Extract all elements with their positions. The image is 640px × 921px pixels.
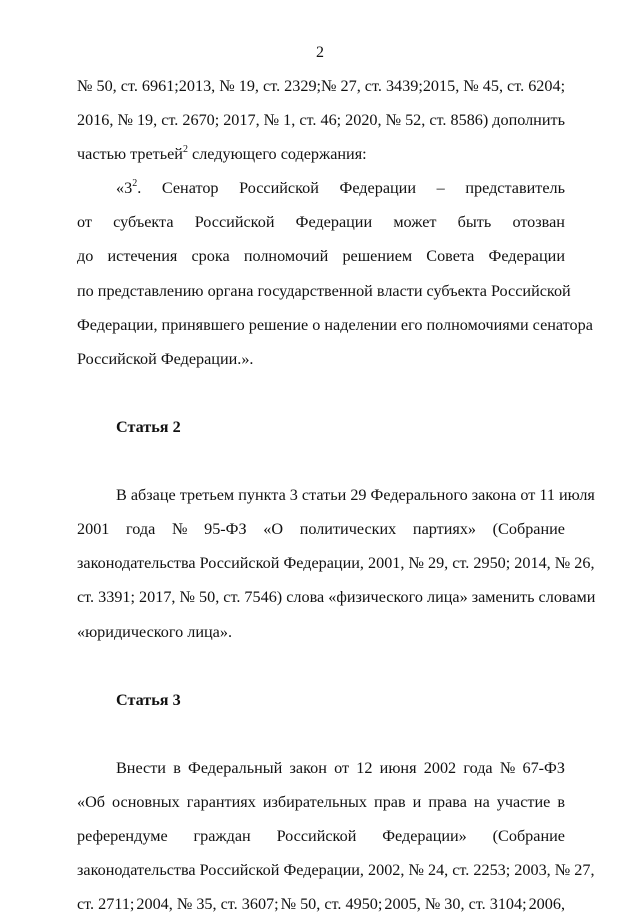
word: 2004, № 35, ст. 3607; xyxy=(136,895,279,914)
word: 95-ФЗ xyxy=(204,520,247,539)
quote-open: «3 xyxy=(116,179,133,198)
text-line-7: по представлению органа государственной власти субъекта Российской xyxy=(77,281,571,300)
word: № 27, ст. 3439; xyxy=(321,77,423,95)
word: июня xyxy=(379,758,417,777)
word: (Собрание xyxy=(492,520,565,539)
word: Внести xyxy=(116,758,166,777)
word: основных xyxy=(112,792,180,811)
word: 2005, № 30, ст. 3104; xyxy=(384,895,527,914)
word: 67-ФЗ xyxy=(522,758,565,777)
spacer xyxy=(77,444,565,478)
word: отозван xyxy=(512,213,565,232)
word: Федерации xyxy=(339,179,416,198)
text-line-14: «юридического лица». xyxy=(77,622,232,641)
word: граждан xyxy=(193,827,251,846)
word: представитель xyxy=(465,179,565,198)
word: субъекта xyxy=(113,213,174,232)
page-number: 2 xyxy=(316,44,324,61)
word: – xyxy=(436,179,445,198)
word: Российской xyxy=(239,179,319,198)
word: Федерации xyxy=(488,247,565,266)
word: 2013, № 19, ст. 2329; xyxy=(178,77,322,95)
word: партиях» xyxy=(412,520,477,539)
text-line-2 xyxy=(77,103,565,137)
text-line-6 xyxy=(77,239,565,273)
word: полномочий xyxy=(243,247,329,266)
word: ст. 2711; xyxy=(77,895,135,914)
period: . xyxy=(137,179,142,198)
text-line-11 xyxy=(77,512,565,546)
word: быть xyxy=(457,213,492,232)
word: в xyxy=(557,792,565,811)
word: Российской xyxy=(276,827,357,846)
word: закон xyxy=(289,758,327,777)
word: до xyxy=(77,247,94,266)
word: Совета xyxy=(426,247,475,266)
superscript: 2 xyxy=(182,144,188,156)
word: № xyxy=(171,520,188,539)
superscript: 2 xyxy=(132,178,138,190)
text-line-9: Российской Федерации.». xyxy=(77,349,254,368)
text-line-16 xyxy=(77,785,565,819)
word: № xyxy=(499,758,516,777)
word: № 50, ст. 4950; xyxy=(280,895,383,914)
text-line-10: В абзаце третьем пункта 3 статьи 29 Федерального закона от 11 июля xyxy=(116,486,595,505)
word: участие xyxy=(496,792,551,811)
word: Федерации xyxy=(295,213,373,232)
spacer xyxy=(77,649,565,683)
article-2-heading: Статья 2 xyxy=(116,417,181,436)
word: права xyxy=(428,792,467,811)
document-body xyxy=(77,69,596,921)
text-line-8: Федерации, принявшего решение о наделении его полномочиями сенатора xyxy=(77,315,593,334)
word: 2006, xyxy=(528,895,565,914)
word: 2020, № 52, ст. 8586) xyxy=(345,111,489,130)
word: 2016, № 19, ст. 2670; xyxy=(77,111,220,130)
word: от xyxy=(77,213,92,232)
word: политических xyxy=(299,520,397,539)
word: Федеральный xyxy=(188,758,283,777)
word: гарантиях xyxy=(186,792,256,811)
spacer xyxy=(77,376,565,410)
text-line-3 xyxy=(77,137,565,171)
word: срока xyxy=(191,247,230,266)
word: года xyxy=(126,520,156,539)
word: (Собрание xyxy=(492,827,565,846)
text-line-1 xyxy=(77,69,565,103)
word: дополнить xyxy=(492,111,565,130)
text-line-12: законодательства Российской Федерации, 2001, № 29, ст. 2950; 2014, № 26, xyxy=(77,554,595,573)
text-line-19 xyxy=(77,887,565,921)
word: истечения xyxy=(107,247,178,266)
word: 2001 xyxy=(77,520,110,539)
word: Российской xyxy=(194,213,275,232)
spacer xyxy=(77,717,565,751)
word: избирательных xyxy=(262,792,368,811)
text-line-13: ст. 3391; 2017, № 50, ст. 7546) слова «физического лица» заменить словами xyxy=(77,588,596,607)
word: может xyxy=(393,213,437,232)
word: Сенатор xyxy=(161,179,219,198)
text-line-15 xyxy=(77,751,565,785)
text-line-18: законодательства Российской Федерации, 2002, № 24, ст. 2253; 2003, № 27, xyxy=(77,861,595,880)
word: Федерации» xyxy=(382,827,467,846)
word: «О xyxy=(263,520,284,539)
word xyxy=(116,171,141,205)
word: года xyxy=(463,758,493,777)
quoted-paragraph-start xyxy=(77,171,565,205)
word: решением xyxy=(342,247,413,266)
word: 12 xyxy=(356,758,373,777)
text-fragment: частью третьей xyxy=(77,145,183,164)
word: референдуме xyxy=(77,827,168,846)
article-3-heading: Статья 3 xyxy=(116,690,181,709)
word: № 50, ст. 6961; xyxy=(77,77,179,95)
text-line-5 xyxy=(77,205,565,239)
word: на xyxy=(473,792,490,811)
word: 2002 xyxy=(423,758,457,777)
word: и xyxy=(412,792,422,811)
word: от xyxy=(334,758,350,777)
word: прав xyxy=(374,792,406,811)
word: в xyxy=(173,758,181,777)
word: «Об xyxy=(77,792,106,811)
text-line-17 xyxy=(77,819,565,853)
text-fragment: следующего содержания: xyxy=(187,145,367,164)
word: 2015, № 45, ст. 6204; xyxy=(422,77,566,95)
word: 2017, № 1, ст. 46; xyxy=(223,111,342,130)
